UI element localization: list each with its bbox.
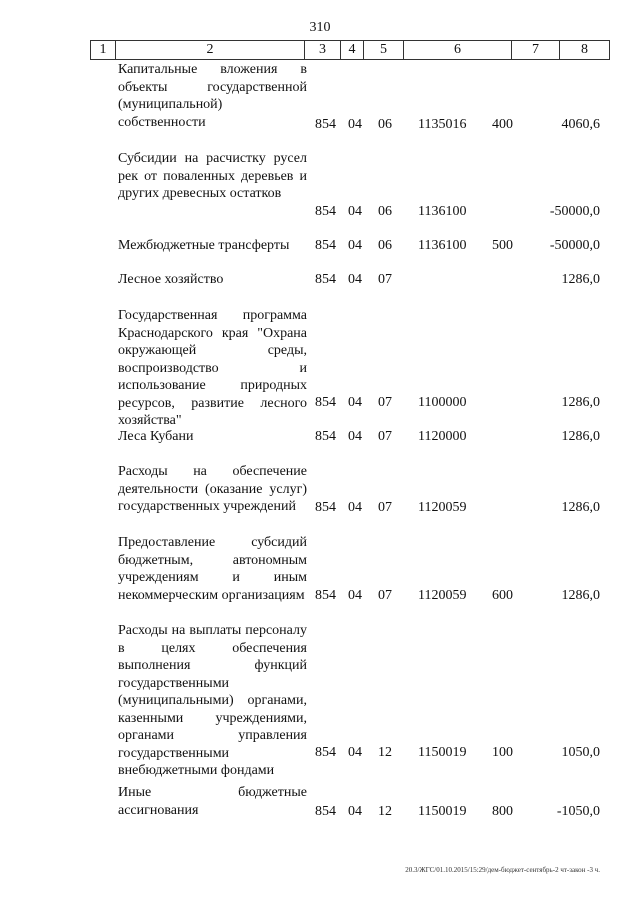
cell-col8: 1286,0 — [561, 429, 600, 444]
cell-col7: 800 — [492, 804, 513, 819]
cell-col7: 600 — [492, 588, 513, 603]
cell-col3: 854 — [315, 204, 336, 219]
cell-col5: 06 — [378, 204, 392, 219]
cell-col4: 04 — [348, 204, 362, 219]
header-col-1: 1 — [91, 41, 116, 59]
row-description: Субсидии на расчистку русел рек от поваленных деревьев и других древесных остатков — [118, 151, 307, 201]
cell-col5: 06 — [378, 238, 392, 253]
cell-col6: 1150019 — [418, 804, 467, 819]
cell-col8: -50000,0 — [549, 238, 600, 253]
cell-col5: 06 — [378, 117, 392, 132]
cell-col6: 1120059 — [418, 588, 467, 603]
cell-col4: 04 — [348, 238, 362, 253]
row-description: Капитальные вложения в объекты государственной (муниципальной) собственности — [118, 62, 307, 130]
table-header — [90, 40, 610, 60]
cell-col8: 4060,6 — [561, 117, 600, 132]
cell-col5: 07 — [378, 588, 392, 603]
cell-col6: 1120000 — [418, 429, 467, 444]
cell-col3: 854 — [315, 429, 336, 444]
cell-col8: -50000,0 — [549, 204, 600, 219]
header-col-4: 4 — [341, 41, 364, 59]
header-col-2: 2 — [116, 41, 305, 59]
cell-col4: 04 — [348, 745, 362, 760]
cell-col3: 854 — [315, 395, 336, 410]
cell-col6: 1120059 — [418, 500, 467, 515]
row-description: Расходы на выплаты персоналу в целях обеспечения выполнения функций государственными (муниципальными) органами, казенными учреждениями, органами управления государственными внебюджетными фондами — [118, 623, 307, 778]
cell-col6: 1136100 — [418, 204, 467, 219]
cell-col3: 854 — [315, 500, 336, 515]
cell-col8: 1286,0 — [561, 395, 600, 410]
cell-col7: 400 — [492, 117, 513, 132]
page-number: 310 — [309, 20, 331, 35]
header-col-3: 3 — [305, 41, 341, 59]
row-description: Иные бюджетные ассигнования — [118, 785, 307, 818]
cell-col4: 04 — [348, 804, 362, 819]
cell-col3: 854 — [315, 588, 336, 603]
cell-col5: 12 — [378, 745, 392, 760]
cell-col6: 1100000 — [418, 395, 467, 410]
cell-col6: 1150019 — [418, 745, 467, 760]
cell-col8: 1286,0 — [561, 272, 600, 287]
header-col-8: 8 — [581, 42, 588, 57]
cell-col8: 1286,0 — [561, 588, 600, 603]
row-description: Леса Кубани — [118, 429, 194, 444]
row-description: Государственная программа Краснодарского края "Охрана окружающей среды, воспроизводство и использование природных ресурсов, развитие лесного хозяйства" — [118, 308, 307, 428]
row-description: Межбюджетные трансферты — [118, 238, 290, 253]
footer-doc-id: 20.3/ЖГС/01.10.2015/15:29/дем-бюджет-сентябрь-2 чт-закон -3 ч. — [405, 866, 600, 874]
cell-col3: 854 — [315, 117, 336, 132]
row-description: Предоставление субсидий бюджетным, автономным учреждениям и иным некоммерческим организациям — [118, 535, 307, 603]
cell-col4: 04 — [348, 429, 362, 444]
cell-col5: 07 — [378, 429, 392, 444]
cell-col3: 854 — [315, 804, 336, 819]
cell-col3: 854 — [315, 272, 336, 287]
cell-col8: 1050,0 — [561, 745, 600, 760]
cell-col7: 500 — [492, 238, 513, 253]
cell-col5: 12 — [378, 804, 392, 819]
cell-col6: 1135016 — [418, 117, 467, 132]
cell-col7: 100 — [492, 745, 513, 760]
cell-col4: 04 — [348, 500, 362, 515]
cell-col8: 1286,0 — [561, 500, 600, 515]
header-col-7: 7 — [512, 41, 560, 59]
cell-col6: 1136100 — [418, 238, 467, 253]
cell-col4: 04 — [348, 588, 362, 603]
header-col-6: 6 — [404, 41, 512, 59]
cell-col4: 04 — [348, 117, 362, 132]
cell-col8: -1050,0 — [556, 804, 600, 819]
row-description: Лесное хозяйство — [118, 272, 224, 287]
cell-col5: 07 — [378, 395, 392, 410]
cell-col3: 854 — [315, 745, 336, 760]
row-description: Расходы на обеспечение деятельности (оказание услуг) государственных учреждений — [118, 464, 307, 514]
cell-col5: 07 — [378, 500, 392, 515]
cell-col5: 07 — [378, 272, 392, 287]
cell-col4: 04 — [348, 395, 362, 410]
cell-col4: 04 — [348, 272, 362, 287]
header-col-5: 5 — [364, 41, 404, 59]
cell-col3: 854 — [315, 238, 336, 253]
